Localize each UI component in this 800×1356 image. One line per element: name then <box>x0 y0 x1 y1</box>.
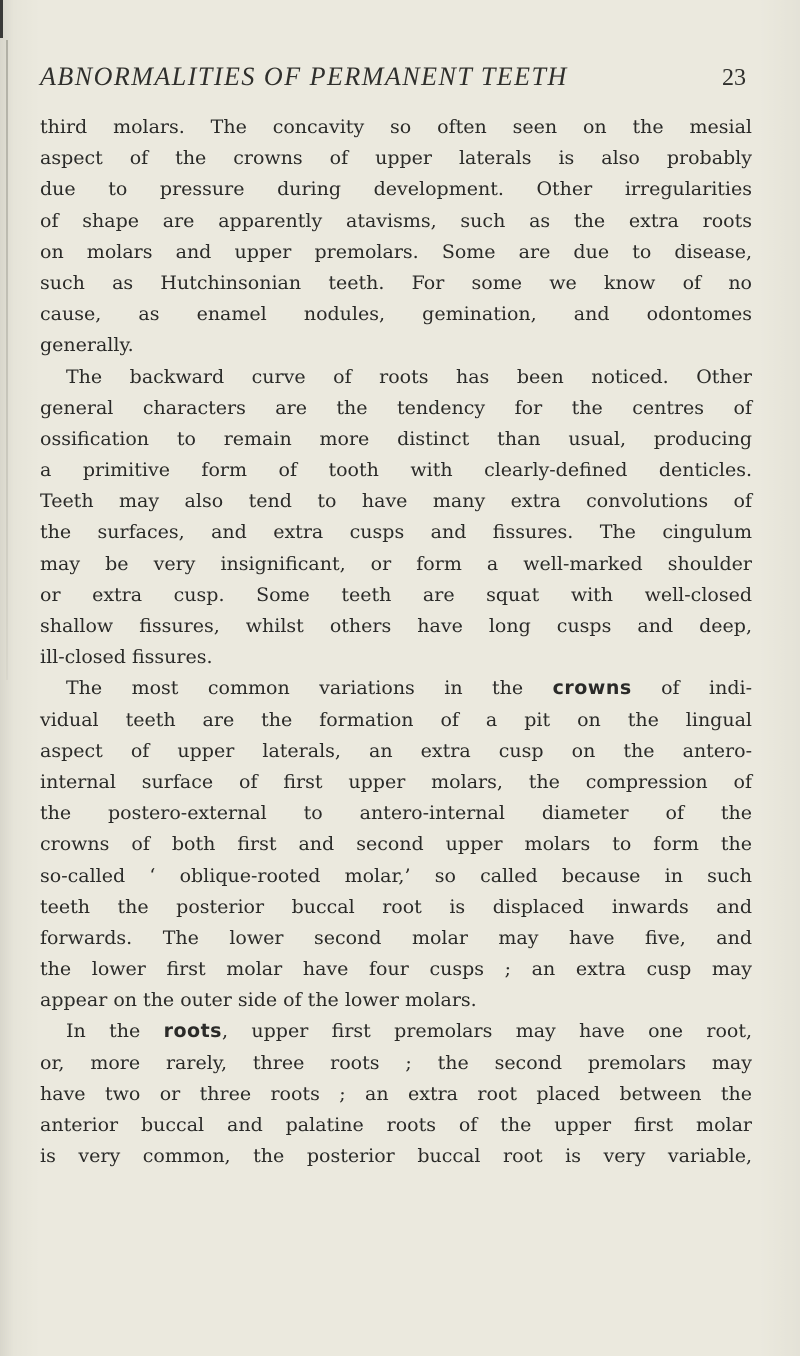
text-line: the postero-external to antero-internal diameter of the <box>40 802 752 825</box>
text-line: teeth the posterior buccal root is displaced inwards and <box>40 895 752 918</box>
text-segment: of indi- <box>631 677 752 700</box>
text-segment: , upper first premolars may have one root, <box>221 1020 752 1043</box>
page-edge-mark <box>0 0 3 38</box>
text-line: ill-closed fissures. <box>40 646 213 669</box>
text-line: so-called ‘ oblique-rooted molar,’ so called because in such <box>40 864 752 887</box>
text-line: the surfaces, and extra cusps and fissures. The cingulum <box>40 521 752 544</box>
text-line: general characters are the tendency for the centres of <box>40 396 752 419</box>
text-line: third molars. The concavity so often seen on the mesial <box>40 116 752 138</box>
text-line: is very common, the posterior buccal root is very variable, <box>40 1145 752 1168</box>
text-line <box>40 1016 752 1047</box>
running-header <box>40 62 746 96</box>
emphasis-crowns: crowns <box>552 677 632 700</box>
text-line: appear on the outer side of the lower molars. <box>40 989 477 1012</box>
text-line: cause, as enamel nodules, gemination, and odontomes <box>40 303 752 326</box>
text-segment: The most common variations in the <box>66 677 553 700</box>
text-line: shallow fissures, whilst others have long cusps and deep, <box>40 615 752 637</box>
text-line: may be very insignificant, or form a well-marked shoulder <box>40 552 752 575</box>
text-line: the lower first molar have four cusps ; an extra cusp may <box>40 958 752 981</box>
text-line: or, more rarely, three roots ; the second premolars may <box>40 1051 752 1074</box>
emphasis-roots: roots <box>163 1020 222 1043</box>
text-line: of shape are apparently atavisms, such as the extra roots <box>40 209 752 232</box>
text-line: forwards. The lower second molar may have five, and <box>40 926 752 949</box>
text-line: have two or three roots ; an extra root placed between the <box>40 1082 752 1105</box>
page-number: 23 <box>722 65 746 91</box>
text-segment: In the <box>66 1020 164 1043</box>
text-line: a primitive form of tooth with clearly-defined denticles. <box>40 459 752 482</box>
text-line: internal surface of first upper molars, the compression of <box>40 770 752 793</box>
text-line: or extra cusp. Some teeth are squat with well-closed <box>40 583 752 606</box>
body-text <box>40 112 752 1172</box>
text-line: such as Hutchinsonian teeth. For some we know of no <box>40 271 752 294</box>
text-line: aspect of upper laterals, an extra cusp on the antero- <box>40 739 752 762</box>
text-line: anterior buccal and palatine roots of the upper first molar <box>40 1114 752 1136</box>
text-line <box>40 673 752 704</box>
text-line: due to pressure during development. Other irregularities <box>40 178 752 201</box>
page-gutter-shadow <box>6 40 8 680</box>
text-line: generally. <box>40 334 134 357</box>
running-title: ABNORMALITIES OF PERMANENT TEETH <box>40 62 568 91</box>
text-line: Teeth may also tend to have many extra convolutions of <box>40 490 752 513</box>
text-line: ossification to remain more distinct than usual, producing <box>40 427 752 450</box>
text-line: aspect of the crowns of upper laterals is also probably <box>40 147 752 170</box>
text-line: on molars and upper premolars. Some are due to disease, <box>40 240 752 263</box>
text-line: vidual teeth are the formation of a pit on the lingual <box>40 708 752 731</box>
text-line: The backward curve of roots has been noticed. Other <box>66 365 752 388</box>
text-line: crowns of both first and second upper molars to form the <box>40 833 752 856</box>
